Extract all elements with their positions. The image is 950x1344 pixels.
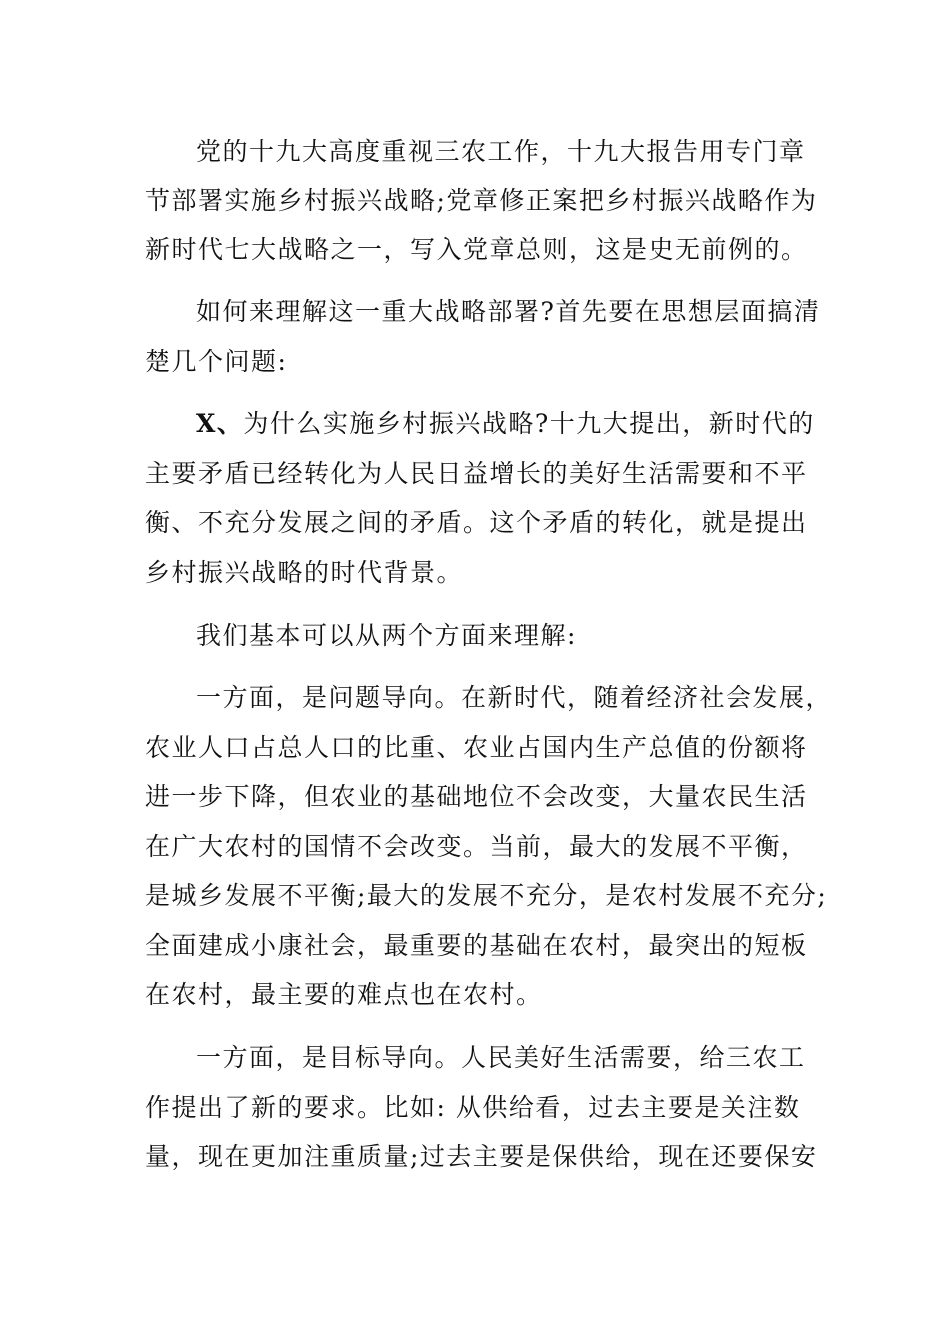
paragraph-4-line-1: 我们基本可以从两个方面来理解: (196, 621, 577, 650)
paragraph-3-lead: X、 (196, 409, 244, 438)
paragraph-6-line-3: 量，现在更加注重质量;过去主要是保供给，现在还要保安 (145, 1142, 818, 1171)
paragraph-1-line-2: 节部署实施乡村振兴战略;党章修正案把乡村振兴战略作为 (145, 186, 818, 215)
paragraph-1-line-1: 党的十九大高度重视三农工作，十九大报告用专门章 (196, 137, 806, 166)
paragraph-3-line-3: 衡、不充分发展之间的矛盾。这个矛盾的转化，就是提出 (145, 508, 808, 537)
paragraph-3-line-1 (196, 408, 815, 440)
paragraph-6-line-2: 作提出了新的要求。比如: 从供给看，过去主要是关注数 (145, 1093, 801, 1122)
paragraph-5-line-7: 在农村，最主要的难点也在农村。 (145, 980, 543, 1009)
paragraph-5-line-6: 全面建成小康社会，最重要的基础在农村，最突出的短板 (145, 931, 808, 960)
paragraph-5-line-1: 一方面，是问题导向。在新时代，随着经济社会发展， (196, 683, 833, 712)
paragraph-2-line-2: 楚几个问题: (145, 347, 288, 376)
paragraph-5-line-4: 在广大农村的国情不会改变。当前，最大的发展不平衡， (145, 832, 808, 861)
paragraph-5-line-5: 是城乡发展不平衡;最大的发展不充分，是农村发展不充分; (145, 881, 828, 910)
paragraph-1-line-3: 新时代七大战略之一，写入党章总则，这是史无前例的。 (145, 235, 808, 264)
paragraph-2-line-1: 如何来理解这一重大战略部署?首先要在思想层面搞清 (196, 297, 821, 326)
paragraph-6-line-1: 一方面，是目标导向。人民美好生活需要，给三农工 (196, 1043, 806, 1072)
paragraph-3-line-2: 主要矛盾已经转化为人民日益增长的美好生活需要和不平 (145, 459, 808, 488)
paragraph-3-line-1-text: 为什么实施乡村振兴战略?十九大提出，新时代的 (243, 409, 815, 438)
paragraph-5-line-2: 农业人口占总人口的比重、农业占国内生产总值的份额将 (145, 733, 808, 762)
paragraph-3-line-4: 乡村振兴战略的时代背景。 (145, 558, 464, 587)
paragraph-5-line-3: 进一步下降，但农业的基础地位不会改变，大量农民生活 (145, 782, 808, 811)
